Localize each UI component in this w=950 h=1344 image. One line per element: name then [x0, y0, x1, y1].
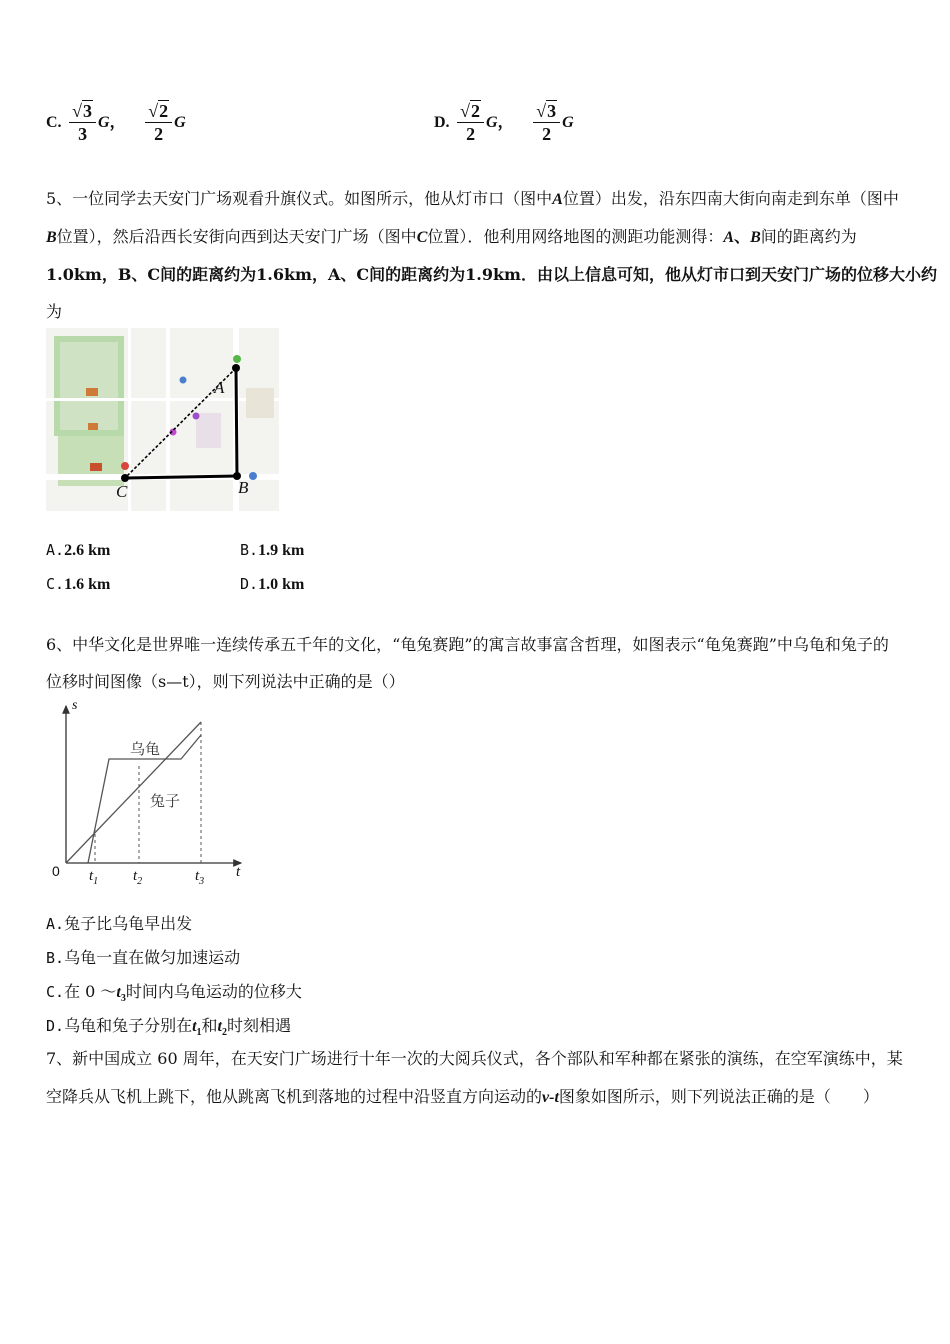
map-label-b: B: [238, 478, 249, 497]
q5-option-a[interactable]: A.2.6 km: [46, 541, 111, 559]
q6-option-b[interactable]: B.乌龟一直在做匀加速运动: [46, 948, 241, 967]
tortoise-label: 乌龟: [130, 740, 161, 758]
map-figure: [46, 328, 279, 511]
metro-marker: [233, 355, 241, 363]
q5-line-1: 5、一位同学去天安门广场观看升旗仪式。如图所示，他从灯市口（图中A位置）出发，沿东四南大街向南走到东单（图中: [46, 189, 899, 208]
q5-option-d[interactable]: D.1.0 km: [240, 575, 305, 593]
q6-line-2: 位移时间图像（s—t），则下列说法中正确的是（）: [46, 672, 405, 691]
t3-label: $t_3$: [195, 868, 205, 887]
q6-option-c[interactable]: C.在 0 $\sim t_3$时间内乌龟运动的位移大: [46, 982, 302, 1005]
rabbit-label: 兔子: [150, 792, 181, 810]
q5-line-3: 1.0km，B、C间的距离约为1.6km，A、C间的距离约为1.9km．由以上信息可知，他从灯市口到天安门广场的位移大小约: [46, 265, 937, 284]
q7-line-2: 空降兵从飞机上跳下，他从跳离飞机到落地的过程中沿竖直方向运动的v-t图象如图所示，则下列说法正确的是（ ）: [46, 1087, 879, 1106]
fraction: $\frac{√2}{2}$: [145, 100, 172, 145]
s-axis-label: s: [72, 698, 78, 713]
t-axis-label: t: [236, 864, 241, 880]
option-letter: D.: [434, 114, 450, 131]
q5-line-2: B位置），然后沿西长安街向西到达天安门广场（图中C位置）．他利用网络地图的测距功能测得：A、B间的距离约为: [46, 227, 857, 246]
t1-label: $t_1$: [89, 868, 99, 887]
q6-option-a[interactable]: A.兔子比乌龟早出发: [46, 914, 193, 933]
path-bc: [125, 476, 237, 478]
q5-option-b[interactable]: B.1.9 km: [240, 541, 305, 559]
q4-option-c: C. $\frac{√3}{3}$ G， $\frac{√2}{2}$ G: [46, 101, 186, 144]
q4-option-d: D. $\frac{√2}{2}$ G， $\frac{√3}{2}$ G: [434, 101, 574, 144]
path-ab: [236, 368, 237, 476]
q7-line-1: 7、新中国成立 60 周年，在天安门广场进行十年一次的大阅兵仪式，各个部队和军种都在紧张的演练，在空军演练中，某: [46, 1049, 903, 1068]
fraction: $\frac{√3}{2}$: [533, 100, 560, 145]
map-label-c: C: [116, 482, 128, 501]
fraction: $\frac{√2}{2}$: [457, 100, 484, 145]
q6-line-1: 6、中华文化是世界唯一连续传承五千年的文化，“龟兔赛跑”的寓言故事富含哲理，如图表示“龟兔赛跑”中乌龟和兔子的: [46, 635, 889, 654]
q6-option-d[interactable]: D.乌龟和兔子分别在$t_1$和$t_2$时刻相遇: [46, 1016, 292, 1039]
origin-label: 0: [52, 863, 60, 879]
fraction: $\frac{√3}{3}$: [69, 100, 96, 145]
t2-label: $t_2$: [133, 868, 143, 887]
q5-option-c[interactable]: C.1.6 km: [46, 575, 111, 593]
st-graph: [46, 698, 256, 888]
map-label-a: A: [214, 378, 225, 397]
option-letter: C.: [46, 114, 62, 131]
q5-line-4: 为: [46, 302, 63, 321]
